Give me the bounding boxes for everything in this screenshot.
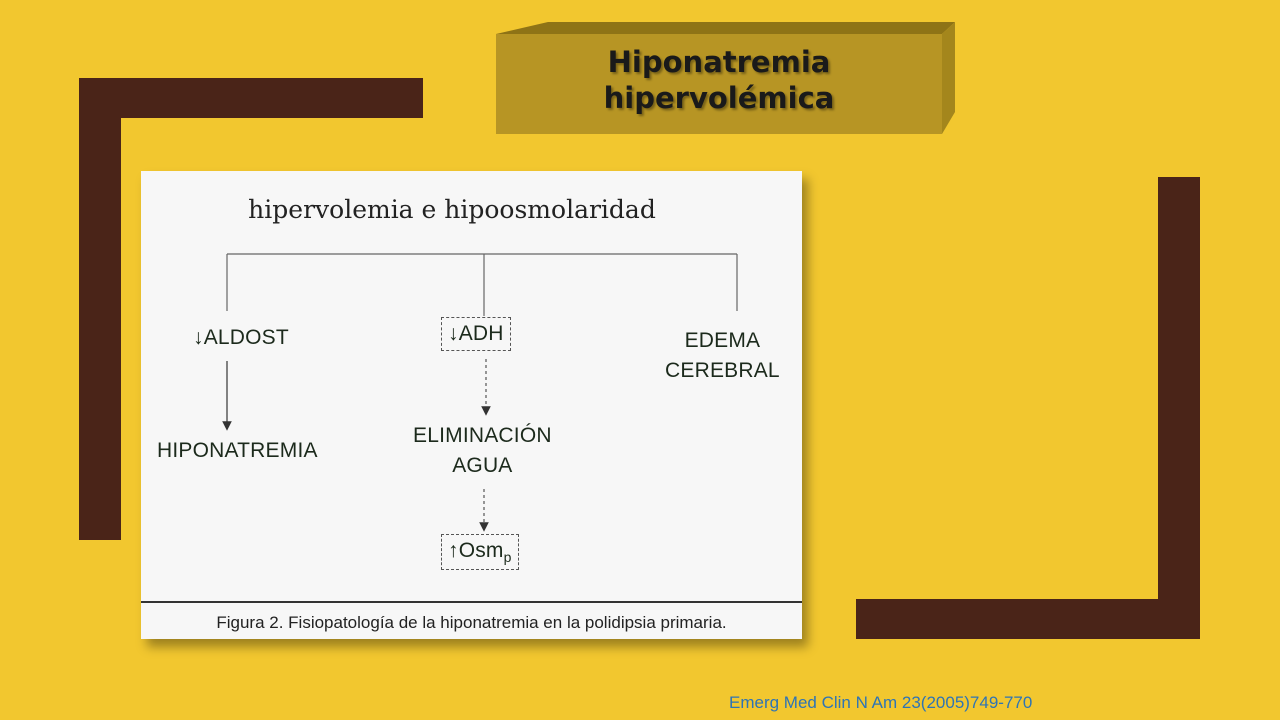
slide-title-line1: Hiponatremia bbox=[607, 45, 831, 79]
node-eliminacion-line1: ELIMINACIÓN bbox=[413, 424, 552, 447]
node-edema-line2: CEREBRAL bbox=[665, 359, 780, 382]
node-eliminacion-line2: AGUA bbox=[452, 454, 513, 477]
node-hiponatremia: HIPONATREMIA bbox=[157, 439, 318, 462]
slide-title bbox=[496, 44, 942, 116]
node-adh: ↓ADH bbox=[441, 317, 511, 351]
node-osm bbox=[441, 534, 519, 570]
figure-heading: hipervolemia e hipoosmolaridad bbox=[248, 195, 656, 224]
slide-title-line2: hipervolémica bbox=[603, 81, 835, 115]
citation: Emerg Med Clin N Am 23(2005)749-770 bbox=[729, 693, 1033, 712]
node-osm-subscript: p bbox=[503, 549, 512, 566]
node-osm-label: ↑Osm bbox=[448, 539, 504, 562]
node-edema-line1: EDEMA bbox=[684, 329, 761, 352]
node-edema bbox=[665, 326, 780, 386]
node-eliminacion bbox=[413, 421, 552, 481]
figure-panel bbox=[141, 171, 802, 639]
figure-caption: Figura 2. Fisiopatología de la hiponatremia en la polidipsia primaria. bbox=[141, 601, 802, 633]
node-aldost: ↓ALDOST bbox=[193, 326, 289, 349]
